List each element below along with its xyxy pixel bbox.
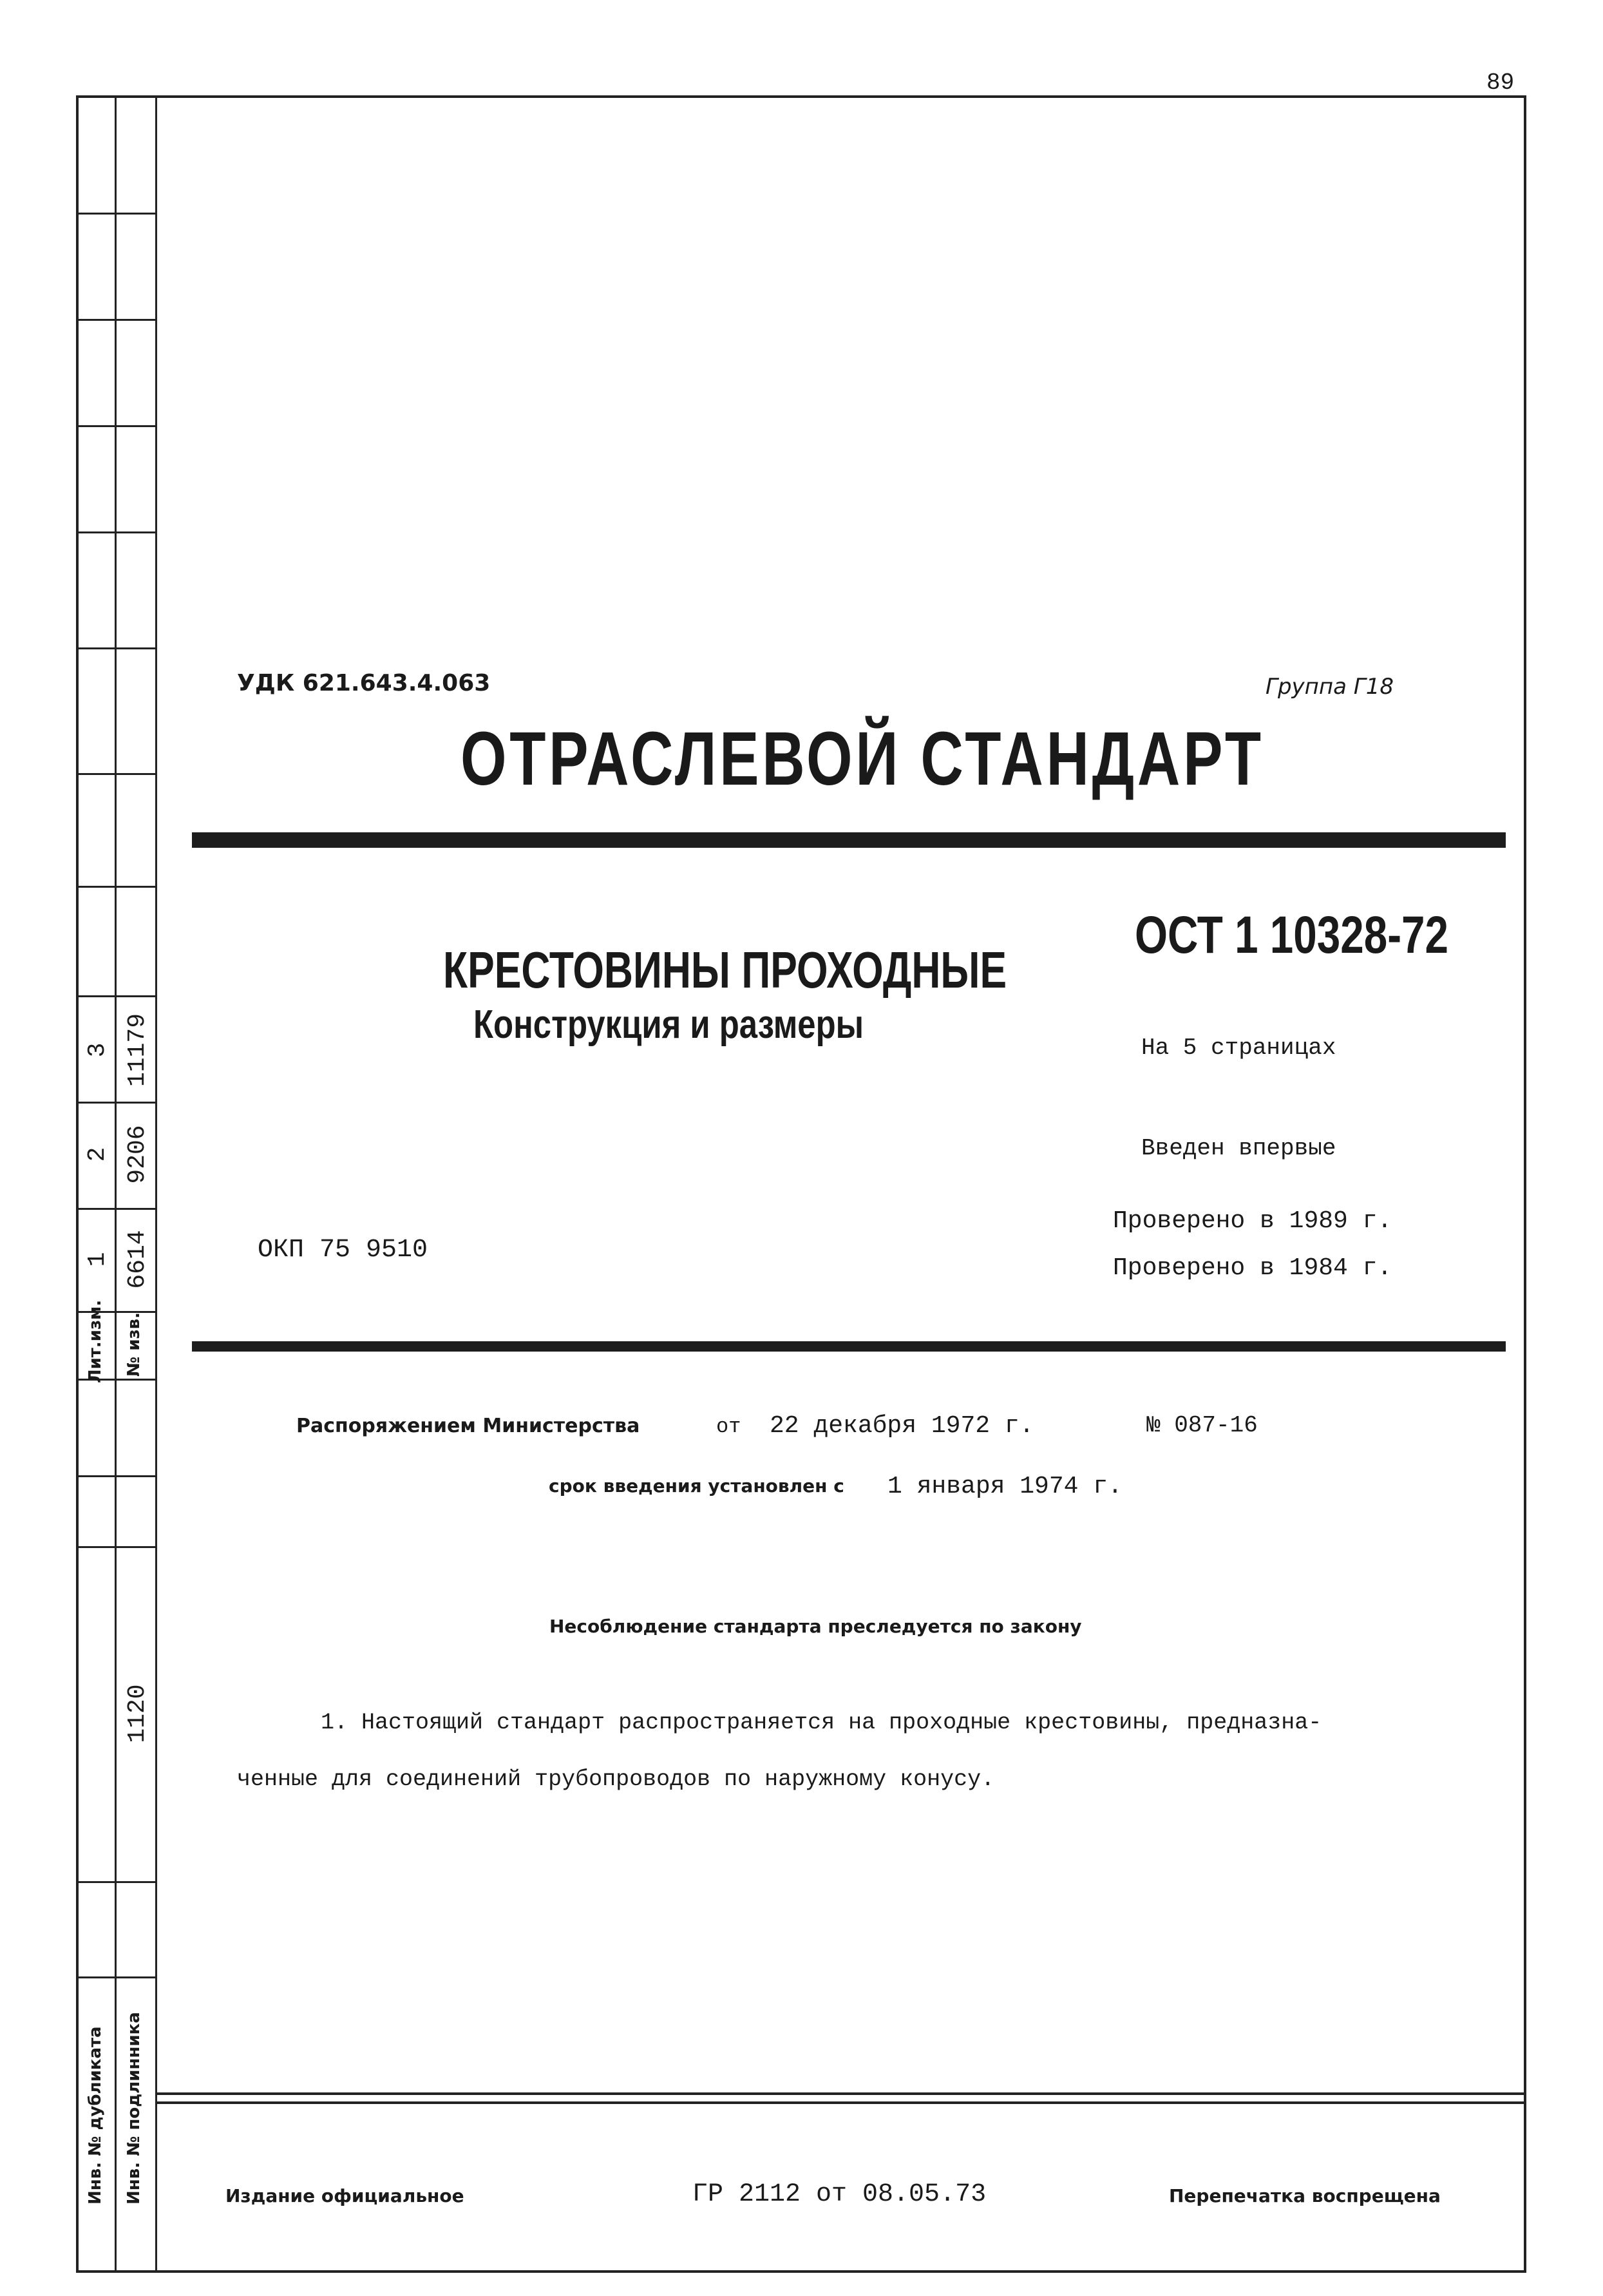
label-dup: Инв. № дубликата: [86, 2026, 105, 2205]
order-label: [296, 1415, 640, 1437]
stamp-row-line: [76, 213, 157, 215]
pages-count: На 5 страницах: [1141, 1035, 1336, 1061]
footer-left: Издание официальное: [225, 2185, 464, 2206]
stamp-divider: [115, 95, 117, 2273]
standard-name-line2: Конструкция и размеры: [473, 1002, 864, 1047]
warning: Несоблюдение стандарта преследуется по закону: [549, 1616, 1082, 1637]
introduced: Введен впервые: [1141, 1135, 1336, 1162]
stamp-row-line: [76, 1208, 157, 1210]
stamp-row-line: [76, 647, 157, 649]
dup-number: 1120: [124, 1684, 151, 1743]
stamp-row-line: [76, 425, 157, 427]
label-change: Лит.изм.: [86, 1299, 105, 1383]
change-num-1: 1: [84, 1252, 111, 1267]
order-date: 22 декабря 1972 г.: [770, 1412, 1034, 1440]
footer-center: ГР 2112 от 08.05.73: [692, 2180, 987, 2209]
footer-top-rule-2: [157, 2101, 1526, 2104]
change-num-2: 2: [84, 1147, 111, 1162]
stamp-row-line: [76, 1475, 157, 1477]
term-label: срок введения установлен с: [549, 1475, 844, 1497]
para1-line1: 1. Настоящий стандарт распространяется на проходные крестовины, предназна-: [321, 1710, 1322, 1736]
footer-top-rule: [157, 2092, 1526, 2095]
standard-name-line1: КРЕСТОВИНЫ ПРОХОДНЫЕ: [443, 941, 1007, 999]
order-number: № 087-16: [1146, 1412, 1258, 1439]
stamp-row-line: [76, 1546, 157, 1548]
stamp-row-line: [76, 319, 157, 321]
change-num-3: 3: [84, 1042, 111, 1058]
main-title: ОТРАСЛЕВОЙ СТАНДАРТ: [460, 716, 1264, 801]
standard-number: ОСТ 1 10328-72: [1135, 906, 1449, 964]
label-orig: Инв. № подлинника: [124, 2012, 144, 2205]
stamp-row-line: [76, 773, 157, 775]
page-number: 89: [1486, 70, 1515, 96]
udk: [237, 670, 490, 696]
change-doc-2: 9206: [124, 1125, 151, 1184]
page-border: [76, 95, 1526, 2273]
stamp-row-line: [76, 1102, 157, 1104]
stamp-row-line: [76, 886, 157, 888]
stamp-row-line: [76, 995, 157, 997]
label-doc: № изв.: [124, 1312, 144, 1377]
change-doc-1: 6614: [124, 1230, 151, 1289]
order-label-text: Распоряжением Министерства: [296, 1415, 640, 1437]
udk-text: УДК 621.643.4.063: [237, 670, 491, 696]
top-thick-rule: [192, 832, 1506, 848]
checked-1989: Проверено в 1989 г.: [1113, 1207, 1392, 1235]
okp: ОКП 75 9510: [258, 1236, 428, 1265]
checked-1984: Проверено в 1984 г.: [1113, 1254, 1392, 1282]
stamp-row-line: [76, 1881, 157, 1883]
term-date: 1 января 1974 г.: [887, 1473, 1123, 1500]
change-doc-3: 11179: [124, 1013, 151, 1087]
para1-line2: ченные для соединений трубопроводов по наружному конусу.: [237, 1766, 995, 1792]
order-from: от: [716, 1415, 741, 1439]
stamp-row-line: [76, 1976, 157, 1978]
footer-right: Перепечатка воспрещена: [1169, 2185, 1441, 2206]
group: Группа Г18: [1266, 674, 1394, 700]
stamp-row-line: [76, 531, 157, 533]
bottom-thick-rule: [192, 1341, 1506, 1352]
